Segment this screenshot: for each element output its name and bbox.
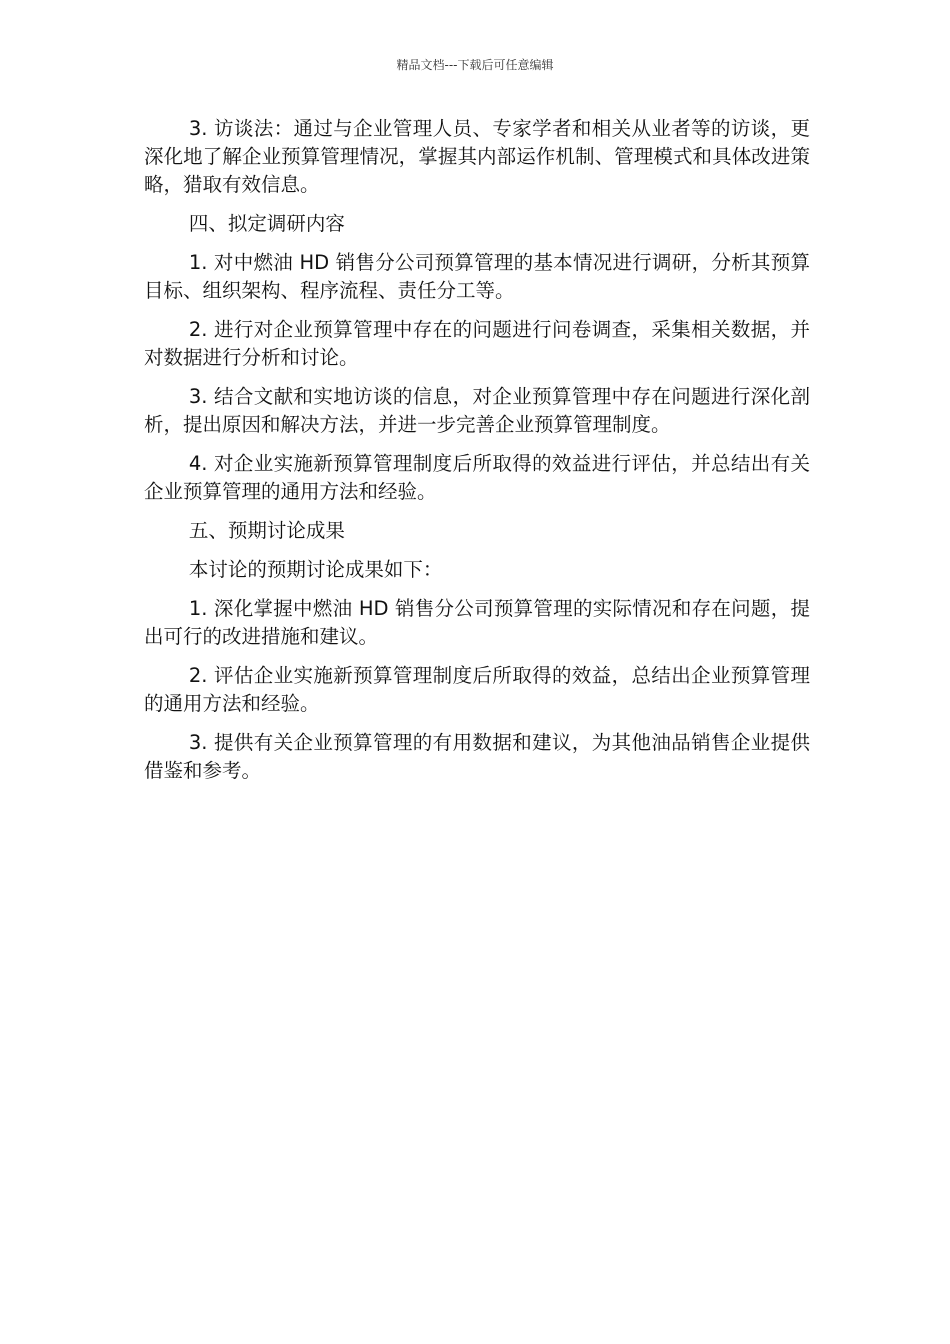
paragraph-result-item-2: 2. 评估企业实施新预算管理制度后所取得的效益，总结出企业预算管理的通用方法和经验。	[144, 664, 810, 715]
document-body	[144, 115, 810, 796]
paragraph-result-item-1: 1. 深化掌握中燃油 HD 销售分公司预算管理的实际情况和存在问题，提出可行的改进措施和建议。	[144, 597, 810, 648]
page-header: 精品文档---下载后可任意编辑	[396, 58, 554, 72]
section-heading-research-content: 四、拟定调研内容	[188, 212, 345, 235]
section-heading-expected-results: 五、预期讨论成果	[188, 519, 345, 542]
paragraph-research-item-2: 2. 进行对企业预算管理中存在的问题进行问卷调查，采集相关数据，并对数据进行分析和讨论。	[144, 318, 810, 369]
paragraph-results-intro: 本讨论的预期讨论成果如下：	[188, 558, 443, 581]
paragraph-interview-method: 3. 访谈法：通过与企业管理人员、专家学者和相关从业者等的访谈，更深化地了解企业预算管理情况，掌握其内部运作机制、管理模式和具体改进策略，猎取有效信息。	[144, 117, 810, 196]
paragraph-result-item-3: 3. 提供有关企业预算管理的有用数据和建议，为其他油品销售企业提供借鉴和参考。	[144, 731, 810, 782]
paragraph-research-item-1: 1. 对中燃油 HD 销售分公司预算管理的基本情况进行调研，分析其预算目标、组织架构、程序流程、责任分工等。	[144, 251, 810, 302]
paragraph-research-item-3: 3. 结合文献和实地访谈的信息，对企业预算管理中存在问题进行深化剖析，提出原因和解决方法，并进一步完善企业预算管理制度。	[144, 385, 810, 436]
paragraph-research-item-4: 4. 对企业实施新预算管理制度后所取得的效益进行评估，并总结出有关企业预算管理的通用方法和经验。	[144, 452, 810, 503]
